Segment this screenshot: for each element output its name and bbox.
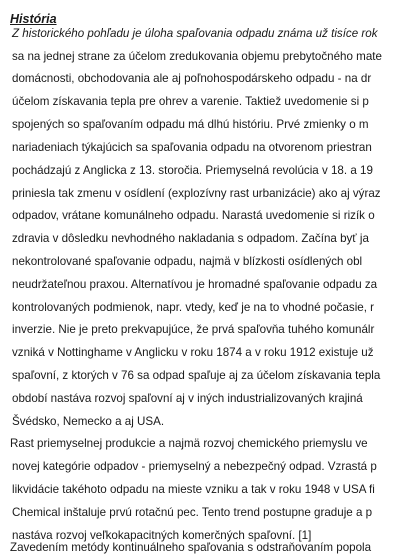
text-line: vzniká v Nottinghame v Anglicku v roku 1874 a v roku 1912 existuje už xyxy=(12,346,374,359)
text-line: Z historického pohľadu je úloha spaľovania odpadu známa už tisíce rok xyxy=(12,27,378,40)
text-line: kontrolovaných podmienok, napr. vtedy, keď je na to vhodné počasie, r xyxy=(12,301,375,314)
text-line: nastáva rozvoj veľkokapacitných komerčných spaľovní. [1] xyxy=(12,529,312,542)
text-line: spojených so spaľovaním odpadu má dlhú históriu. Prvé zmienky o m xyxy=(12,118,369,131)
text-line: sa na jednej strane za účelom zredukovania objemu prebytočného mate xyxy=(12,50,382,63)
text-line: domácnosti, obchodovania ale aj poľnohospodárskeho odpadu - na dr xyxy=(12,72,372,85)
text-line: odpadov, vrátane komunálneho odpadu. Narastá uvedomenie si rizík o xyxy=(12,209,375,222)
text-line: nariadeniach týkajúcich sa spaľovania odpadu na otvorenom priestran xyxy=(12,141,372,154)
text-line: období nastáva rozvoj spaľovní aj v iných industrializovaných krajiná xyxy=(12,392,363,405)
text-line: účelom získavania tepla pre ohrev a varenie. Taktiež uvedomenie si p xyxy=(12,95,369,108)
text-line: Rast priemyselnej produkcie a najmä rozvoj chemického priemyslu ve xyxy=(10,437,368,450)
text-line: zdravia v dôsledku nevhodného nakladania s odpadom. Začína byť ja xyxy=(12,232,369,245)
text-line: novej kategórie odpadov - priemyselný a nebezpečný odpad. Vzrastá p xyxy=(12,460,377,473)
text-line: inverzie. Nie je preto prekvapujúce, že prvá spaľovňa tuhého komunálr xyxy=(12,323,375,336)
text-line: Chemical inštaluje prvú rotačnú pec. Tento trend postupne graduje a p xyxy=(12,506,373,519)
text-line: Zavedením metódy kontinuálneho spaľovania s odstraňovaním popola xyxy=(10,541,372,554)
text-line: nekontrolované spaľovanie odpadu, najmä v blízkosti osídlených obl xyxy=(12,255,363,268)
section-heading: História xyxy=(10,12,57,26)
text-line: likvidácie takéhoto odpadu na mieste vzniku a tak v roku 1948 v USA fi xyxy=(12,483,375,496)
text-line: Švédsko, Nemecko a aj USA. xyxy=(12,415,165,428)
text-line: pochádzajú z Anglicka z 13. storočia. Priemyselná revolúcia v 18. a 19 xyxy=(12,164,373,177)
text-line: spaľovní, z ktorých v 76 sa odpad spaľuje aj za účelom získavania tepla xyxy=(12,369,381,382)
text-line: priniesla tak zmenu v osídlení (explozívny rast urbanizácie) ako aj výraz xyxy=(12,187,381,200)
text-line: neudržateľnou praxou. Alternatívou je hromadné spaľovanie odpadu za xyxy=(12,278,378,291)
